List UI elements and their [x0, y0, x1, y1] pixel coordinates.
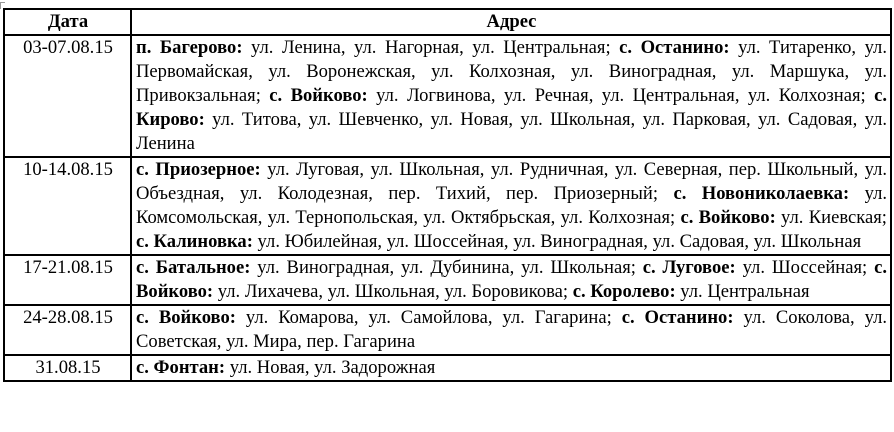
street-list: ул. Комсомольская, ул. Тернопольская, ул. Октябрьская, ул. Колхозная; — [136, 183, 888, 228]
settlement-name: п. Багерово: — [136, 37, 243, 58]
address-cell — [131, 255, 891, 305]
table-row — [4, 255, 891, 305]
settlement-name: с. Новониколаевка: — [673, 183, 850, 204]
street-list: ул. Новая, ул. Задорожная — [225, 357, 436, 378]
street-list: ул. Ленина, ул. Нагорная, ул. Центральная; — [242, 37, 620, 58]
street-list: ул. Титаренко, ул. Первомайская, ул. Воронежская, ул. Колхозная, ул. Виноградная, ул. Маршука, ул. Привокзальная; — [136, 37, 887, 106]
settlement-name: с. Кирово: — [136, 85, 887, 130]
settlement-name: с. Луговое: — [642, 257, 736, 278]
settlement-name: с. Войково: — [136, 257, 887, 302]
address-cell — [131, 305, 891, 355]
settlement-name: с. Войково: — [680, 207, 776, 228]
date-cell: 31.08.15 — [4, 355, 131, 381]
settlement-name: с. Калиновка: — [136, 231, 253, 252]
date-cell: 17-21.08.15 — [4, 255, 131, 305]
settlement-name: с. Останино: — [621, 307, 734, 328]
date-cell: 03-07.08.15 — [4, 35, 131, 157]
header-address: Адрес — [131, 9, 891, 35]
street-list: ул. Титова, ул. Шевченко, ул. Новая, ул. Школьная, ул. Парковая, ул. Садовая, ул. Ленина — [136, 109, 887, 154]
header-date: Дата — [4, 9, 131, 35]
settlement-name: с. Войково: — [269, 85, 368, 106]
settlement-name: с. Фонтан: — [136, 357, 226, 378]
street-list: ул. Виноградная, ул. Дубинина, ул. Школьная; — [250, 257, 643, 278]
address-cell — [131, 157, 891, 255]
settlement-name: с. Войково: — [136, 307, 236, 328]
address-cell — [131, 355, 891, 381]
street-list: ул. Киевская; — [775, 207, 887, 228]
settlement-name: с. Королево: — [572, 281, 676, 302]
table-row — [4, 305, 891, 355]
street-list: ул. Луговая, ул. Школьная, ул. Рудничная, ул. Северная, пер. Школьный, ул. Объездная, ул. Колодезная, пер. Тихий, пер. Приозерный; — [136, 159, 887, 204]
street-list: ул. Лихачева, ул. Школьная, ул. Боровикова; — [213, 281, 573, 302]
address-cell — [131, 35, 891, 157]
street-list: ул. Комарова, ул. Самойлова, ул. Гагарина; — [235, 307, 622, 328]
header-row — [4, 9, 891, 35]
settlement-name: с. Останино: — [619, 37, 730, 58]
street-list: ул. Центральная — [675, 281, 810, 302]
schedule-table — [3, 8, 892, 382]
street-list: ул. Шоссейная; — [735, 257, 875, 278]
table-row — [4, 355, 891, 381]
street-list: ул. Логвинова, ул. Речная, ул. Центральная, ул. Колхозная; — [367, 85, 875, 106]
street-list: ул. Юбилейная, ул. Шоссейная, ул. Виноградная, ул. Садовая, ул. Школьная — [252, 231, 862, 252]
table-row — [4, 35, 891, 157]
settlement-name: с. Приозерное: — [136, 159, 261, 180]
table-row — [4, 157, 891, 255]
date-cell: 10-14.08.15 — [4, 157, 131, 255]
street-list: ул. Соколова, ул. Советская, ул. Мира, пер. Гагарина — [136, 307, 888, 352]
settlement-name: с. Батальное: — [136, 257, 251, 278]
date-cell: 24-28.08.15 — [4, 305, 131, 355]
